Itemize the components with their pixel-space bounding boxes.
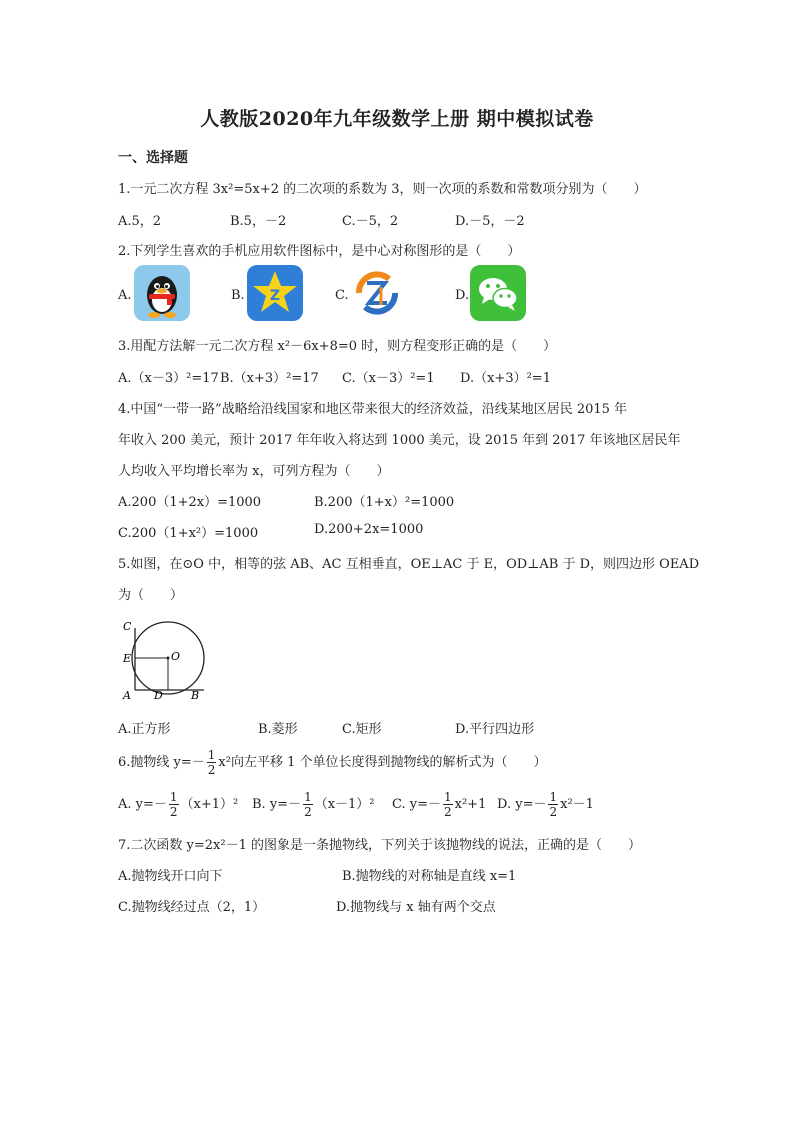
q6-option-c: [392, 790, 486, 819]
q4-option-d: D.200+2x=1000: [314, 522, 424, 537]
option-suffix: （x+1）²: [180, 797, 239, 812]
label-e: E: [123, 652, 132, 665]
option-suffix: x²－1: [560, 797, 594, 812]
q1-option-c: C.－5，2: [342, 214, 399, 229]
q6-option-d: [497, 790, 594, 819]
label-b: B: [191, 689, 200, 700]
option-fraction: [548, 790, 558, 819]
q2-stem: 2.下列学生喜欢的手机应用软件图标中，是中心对称图形的是（ ）: [118, 244, 521, 259]
q2-option-c-label: C.: [335, 288, 349, 303]
q4-option-b: B.200（1+x）²=1000: [314, 495, 455, 510]
q4-stem-line-1: 4.中国“一带一路”战略给沿线国家和地区带来很大的经济效益，沿线某地区居民 2015 年: [118, 402, 628, 417]
option-prefix: A. y=－: [118, 797, 167, 812]
q3-option-b: B.（x+3）²=17: [220, 371, 319, 386]
qq-penguin-icon: [134, 265, 190, 321]
q2-option-d-label: D.: [455, 288, 470, 303]
fraction-numerator: 1: [549, 790, 558, 804]
fraction-numerator: 1: [304, 790, 312, 804]
fraction-numerator: 1: [444, 790, 452, 804]
wechat-icon: [470, 265, 526, 321]
circle-chord-diagram: [118, 618, 213, 700]
q7-option-c: C.抛物线经过点（2，1）: [118, 900, 266, 915]
exam-title: 人教版2020年九年级数学上册 期中模拟试卷: [200, 108, 594, 130]
q7-option-a: A.抛物线开口向下: [118, 869, 223, 884]
fraction-denominator: 2: [169, 805, 178, 819]
q1-option-a: A.5，2: [118, 214, 162, 229]
option-suffix: x²+1: [454, 797, 487, 812]
option-prefix: B. y=－: [252, 797, 302, 812]
q1-option-d: D.－5，－2: [455, 214, 525, 229]
fraction-denominator: 2: [549, 805, 558, 819]
option-prefix: D. y=－: [497, 797, 547, 812]
q6-stem-suffix: x²向左平移 1 个单位长度得到抛物线的解析式为（ ）: [218, 755, 547, 770]
q4-stem-line-2: 年收入 200 美元，预计 2017 年年收入将达到 1000 美元，设 2015 年到 2017 年该地区居民年: [118, 433, 681, 448]
label-c: C: [123, 620, 132, 633]
fraction-denominator: 2: [304, 805, 312, 819]
q7-option-d: D.抛物线与 x 轴有两个交点: [336, 900, 496, 915]
q6-stem-prefix: 6.抛物线 y=－: [118, 755, 205, 770]
fraction-denominator: 2: [207, 763, 216, 777]
option-fraction: [303, 790, 313, 819]
q5-circle-figure: [118, 618, 213, 700]
q7-stem: 7.二次函数 y=2x²－1 的图象是一条抛物线，下列关于该抛物线的说法，正确的是（ ）: [118, 838, 641, 853]
q1-stem: 1.一元二次方程 3x²=5x+2 的二次项的系数为 3，则一次项的系数和常数项分别为（ ）: [118, 182, 647, 197]
q5-option-b: B.菱形: [258, 722, 298, 737]
section-heading: 一、选择题: [118, 150, 188, 166]
star-z-icon: [247, 265, 303, 321]
q4-option-a: A.200（1+2x）=1000: [118, 495, 262, 510]
option-suffix: （x－1）²: [314, 797, 375, 812]
q5-option-a: A.正方形: [118, 722, 171, 737]
q3-option-a: A.（x－3）²=17: [118, 371, 219, 386]
q5-option-c: C.矩形: [342, 722, 382, 737]
option-prefix: C. y=－: [392, 797, 441, 812]
option-fraction: [169, 790, 179, 819]
q3-option-d: D.（x+3）²=1: [460, 371, 551, 386]
q2-option-a-label: A.: [118, 288, 132, 303]
q6-stem: [118, 748, 547, 777]
label-d: D: [154, 689, 163, 700]
zl-logo-icon: [349, 265, 405, 321]
option-fraction: [443, 790, 453, 819]
label-a: A: [123, 689, 131, 700]
q6-stem-fraction: [207, 748, 217, 777]
q3-option-c: C.（x－3）²=1: [342, 371, 435, 386]
q6-option-a: [118, 790, 238, 819]
fraction-denominator: 2: [444, 805, 452, 819]
label-o: O: [171, 650, 181, 663]
q5-option-d: D.平行四边形: [455, 722, 535, 737]
q6-option-b: [252, 790, 375, 819]
fraction-numerator: 1: [207, 748, 216, 762]
fraction-numerator: 1: [169, 790, 178, 804]
q3-stem: 3.用配方法解一元二次方程 x²－6x+8=0 时，则方程变形正确的是（ ）: [118, 339, 557, 354]
q7-option-b: B.抛物线的对称轴是直线 x=1: [342, 869, 517, 884]
q5-stem-line-2: 为（ ）: [118, 588, 184, 603]
svg-text:Z: Z: [269, 288, 281, 304]
q4-option-c: C.200（1+x²）=1000: [118, 526, 259, 541]
q5-stem-line-1: 5.如图，在⊙O 中，相等的弦 AB、AC 互相垂直，OE⊥AC 于 E，OD⊥AB 于 D，则四边形 OEAD: [118, 557, 700, 572]
q4-stem-line-3: 人均收入平均增长率为 x，可列方程为（ ）: [118, 464, 390, 479]
q2-option-b-label: B.: [231, 288, 245, 303]
q1-option-b: B.5，－2: [230, 214, 287, 229]
